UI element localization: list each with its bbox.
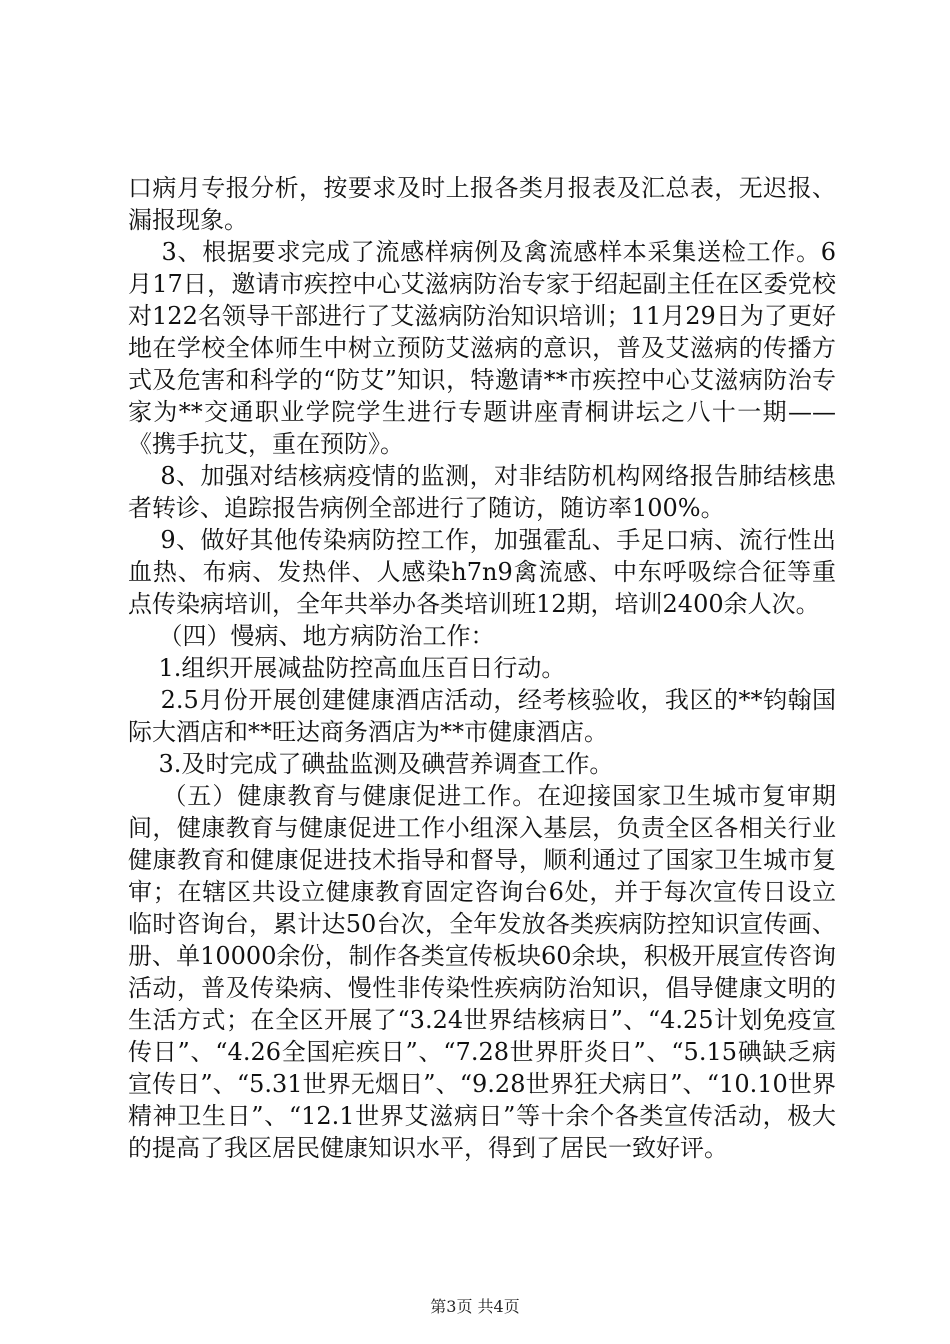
paragraph-item-3-influenza-aids: 3、根据要求完成了流感样病例及禽流感样本采集送检工作。6月17日，邀请市疾控中心艾滋病防治专家于绍起副主任在区委党校对122名领导干部进行了艾滋病防治知识培训；11月29日为了更好地在学校全体师生中树立预防艾滋病的意识，普及艾滋病的传播方式及危害和科学的“防艾”知识，特邀请**市疾控中心艾滋病防治专家为**交通职业学院学生进行专题讲座青桐讲坛之八十一期——《携手抗艾，重在预防》。 — [128, 238, 836, 458]
paragraph-chronic-item-3: 3.及时完成了碘盐监测及碘营养调查工作。 — [128, 750, 614, 778]
paragraph-report-summary: 口病月专报分析，按要求及时上报各类月报表及汇总表，无迟报、漏报现象。 — [128, 174, 836, 234]
document-body — [128, 172, 836, 1164]
paragraph-item-9-infectious-disease: 9、做好其他传染病防控工作，加强霍乱、手足口病、流行性出血热、布病、发热伴、人感染h7n9禽流感、中东呼吸综合征等重点传染病培训，全年共举办各类培训班12期，培训2400余人次。 — [128, 526, 836, 618]
paragraph-chronic-item-1: 1.组织开展减盐防控高血压百日行动。 — [128, 654, 566, 682]
section-heading-chronic-disease: （四）慢病、地方病防治工作： — [128, 622, 495, 650]
paragraph-chronic-item-2: 2.5月份开展创建健康酒店活动，经考核验收，我区的**钧翰国际大酒店和**旺达商务酒店为**市健康酒店。 — [128, 686, 836, 746]
paragraph-health-education: （五）健康教育与健康促进工作。在迎接国家卫生城市复审期间，健康教育与健康促进工作小组深入基层，负责全区各相关行业健康教育和健康促进技术指导和督导，顺利通过了国家卫生城市复审；在辖区共设立健康教育固定咨询台6处，并于每次宣传日设立临时咨询台，累计达50台次，全年发放各类疾病防控知识宣传画、册、单10000余份，制作各类宣传板块60余块，积极开展宣传咨询活动，普及传染病、慢性非传染性疾病防治知识，倡导健康文明的生活方式；在全区开展了“3.24世界结核病日”、“4.25计划免疫宣传日”、“4.26全国疟疾日”、“7.28世界肝炎日”、“5.15碘缺乏病宣传日”、“5.31世界无烟日”、“9.28世界狂犬病日”、“10.10世界精神卫生日”、“12.1世界艾滋病日”等十余个各类宣传活动，极大的提高了我区居民健康知识水平，得到了居民一致好评。 — [128, 782, 837, 1162]
page-number-footer: 第3页 共4页 — [430, 1297, 520, 1316]
paragraph-item-8-tuberculosis: 8、加强对结核病疫情的监测，对非结防机构网络报告肺结核患者转诊、追踪报告病例全部进行了随访，随访率100%。 — [128, 462, 836, 522]
